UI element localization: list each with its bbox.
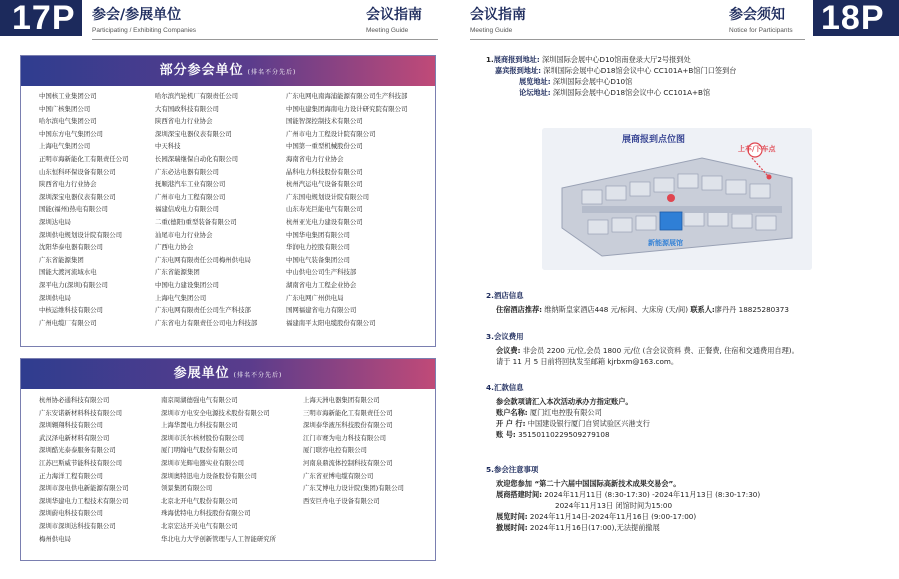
company-name: 深圳市深圳达科技有限公司 <box>39 521 116 530</box>
company-name: 哈尔滨汽轮机厂有限责任公司 <box>155 92 239 100</box>
company-name: 国能智深控制技术有限公司 <box>286 117 363 126</box>
page-number-right: 18P <box>813 0 899 36</box>
left-guide-subtitle: Meeting Guide <box>366 27 409 34</box>
company-name: 西安巨舟电子设备有限公司 <box>303 496 380 505</box>
exhibitors-header <box>21 359 435 389</box>
company-name: 深圳达电局 <box>39 217 71 226</box>
company-name: 深圳蔚电科技有限公司 <box>39 509 103 518</box>
hotel-title: 2.酒店信息 <box>486 291 524 300</box>
company-name: 福建信成电力有限公司 <box>155 205 219 214</box>
company-name: 广东电网电南海浦能源有限公司生产科技部 <box>286 92 408 100</box>
notes-title: 5.参会注意事项 <box>486 465 539 474</box>
company-name: 杭州汽运电气设备有限公司 <box>286 180 363 189</box>
exhibitors-note: (排名不分先后) <box>233 372 283 379</box>
company-name: 中国东方电气集团公司 <box>39 129 103 138</box>
company-name: 深圳奥特迅电力设备股份有限公司 <box>161 471 257 480</box>
venue-map <box>542 128 812 270</box>
company-name: 广东必达电器有限公司 <box>155 167 219 176</box>
map-label-hall: 新能源展馆 <box>648 239 683 247</box>
exhibitors-box <box>20 358 436 561</box>
company-name: 华润电力控股有限公司 <box>286 243 350 252</box>
exhibitors-col-3 <box>303 394 404 507</box>
section-payment <box>486 382 650 440</box>
company-name: 广州市电力工程有限公司 <box>155 192 226 201</box>
right-guide-title: 会议指南 <box>470 7 526 23</box>
company-name: 深圳市光辉电器实业有限公司 <box>161 458 245 467</box>
payment-title: 4.汇款信息 <box>486 383 524 392</box>
left-header-subtitle: Participating / Exhibiting Companies <box>92 27 197 34</box>
left-guide-title: 会议指南 <box>366 7 422 23</box>
company-name: 厦门联容电控有限公司 <box>303 446 367 455</box>
company-name: 深圳市方电安全电源技术股份有限公司 <box>161 408 270 417</box>
company-name: 江苏巴斯威节能科技有限公司 <box>39 458 123 467</box>
map-label-bus: 上车/下车点 <box>738 145 776 153</box>
company-name: 上海电气集团公司 <box>39 142 91 151</box>
participants-col-2 <box>155 90 257 329</box>
fees-deadline: 请于 11 月 5 日前将回执发至邮箱 kjrbxm@163.com。 <box>496 357 679 366</box>
company-name: 厦门明翰电气股份有限公司 <box>161 446 238 455</box>
company-name: 山东恒科环保设备有限公司 <box>39 167 116 176</box>
company-name: 深圳深宝电器仪表有限公司 <box>155 129 232 138</box>
company-name: 广东电网有限责任公司梅州供电局 <box>155 255 251 264</box>
company-name: 中国华电集团有限公司 <box>286 230 350 239</box>
company-name: 山东寿光巨能电气有限公司 <box>286 205 363 214</box>
company-name: 正力海洋工程有限公司 <box>39 471 103 480</box>
company-name: 南京周湖德强电气有限公司 <box>161 396 238 404</box>
fees-row: 会议费: 非会员 2200 元/位,会员 1800 元/位 (含会议资料 费、正餐费, 住宿和交通费用自理)。 <box>496 346 799 355</box>
left-header-title: 参会/参展单位 <box>92 7 182 23</box>
company-name: 梅州供电局 <box>39 534 71 543</box>
exhibitors-col-1 <box>39 394 128 545</box>
company-name: 中国核工业集团公司 <box>39 92 97 100</box>
company-name: 中国电力建设集团公司 <box>155 280 219 289</box>
right-header-subtitle: Notice for Participants <box>729 27 793 34</box>
company-name: 深圳市深电供电新能源有限公司 <box>39 484 129 493</box>
company-name: 哈尔滨电气集团公司 <box>39 117 97 126</box>
company-name: 深平电力(深圳)有限公司 <box>39 280 108 289</box>
notes-row: 展览时间: 2024年11月14日-2024年11月16日 (9:00-17:00) <box>496 512 697 521</box>
company-name: 华北电力大学创新管理与人工智能研究所 <box>161 534 277 543</box>
exhibitors-list <box>21 394 435 559</box>
company-name: 江门市赛为电力科技有限公司 <box>303 433 387 442</box>
fees-title: 3.会议费用 <box>486 332 524 341</box>
company-name: 国能大渡河流域水电 <box>39 268 97 277</box>
company-name: 广东省亚博电缆有限公司 <box>303 471 374 480</box>
hotel-row: 住宿酒店推荐: 维纳斯皇家酒店448 元/标间、大床房 (天/间) 联系人:廖丹丹 18825280373 <box>496 305 789 314</box>
company-name: 福建南平太阳电缆股份有限公司 <box>286 318 376 327</box>
participants-title: 部分参会单位 <box>159 63 244 78</box>
address-row: 论坛地址: 深圳国际会展中心D18馆会议中心 CC101A+B馆 <box>519 88 711 97</box>
company-name: 广东省能源集团 <box>39 255 84 264</box>
company-name: 广州电缆厂有限公司 <box>39 318 97 327</box>
payment-row: 开 户 行: 中国建设银行厦门自贸试验区兴港支行 <box>496 419 650 428</box>
notes-row: 撤展时间: 2024年11月16日(17:00),无法提前撤展 <box>496 523 660 532</box>
exhibitors-title: 参展单位 <box>173 366 230 381</box>
company-name: 正明市海新能化工有限责任公司 <box>39 154 129 163</box>
exhibitors-col-2 <box>161 394 276 545</box>
company-name: 三明市海新能化工有限责任公司 <box>303 408 393 417</box>
company-name: 国能(福州)热电有限公司 <box>39 205 108 214</box>
company-name: 广东国电规划设计院有限公司 <box>286 192 370 201</box>
map-title: 展商报到点位图 <box>622 135 686 145</box>
section-addresses <box>486 54 736 98</box>
right-header-divider <box>470 39 805 40</box>
company-name: 深圳华建电力工程技术有限公司 <box>39 496 129 505</box>
company-name: 陕西省电力行业协会 <box>155 117 213 126</box>
company-name: 广东艾博电力设计院(集团)有限公司 <box>303 484 404 493</box>
participants-col-3 <box>286 90 407 329</box>
company-name: 深圳供电规划设计院有限公司 <box>39 230 123 239</box>
company-name: 中天科技 <box>155 142 181 151</box>
participants-col-1 <box>39 90 128 329</box>
section-notes <box>486 464 760 533</box>
page-number-left: 17P <box>0 0 82 36</box>
notes-row: 2024年11月13日 闭馆时间为15:00 <box>555 501 673 510</box>
company-name: 中国电建集团海南电力设计研究院有限公司 <box>286 104 408 113</box>
company-name: 中国广核集团公司 <box>39 104 91 113</box>
section-fees <box>486 331 799 367</box>
address-row: 1.展商报到地址: 深圳国际会展中心D10馆南登录大厅2号报到处 <box>486 55 691 64</box>
participants-box <box>20 55 436 347</box>
address-row: 嘉宾报到地址: 深圳国际会展中心D18馆会议中心 CC101A+B馆门口签到台 <box>495 66 737 75</box>
notes-welcome: 欢迎您参加 “第二十六届中国国际高新技术成果交易会”。 <box>496 479 681 488</box>
participants-list <box>21 90 435 345</box>
company-name: 广东电网有限责任公司生产科技部 <box>155 306 251 315</box>
company-name: 广东省能源集团 <box>155 268 200 277</box>
right-header-title: 参会须知 <box>729 7 785 23</box>
company-name: 深圳翱翔科技有限公司 <box>39 421 103 430</box>
company-name: 长园深瑞继保自动化有限公司 <box>155 154 239 163</box>
section-hotel <box>486 290 789 315</box>
company-name: 深圳供电局 <box>39 293 71 302</box>
company-name: 河南泉鼎流体控制科技有限公司 <box>303 458 393 467</box>
company-name: 上海华置电力科技有限公司 <box>161 421 238 430</box>
company-name: 广东电网广州供电局 <box>286 293 344 302</box>
company-name: 上海天洲电器集团有限公司 <box>303 396 380 404</box>
company-name: 深圳酷光泰泰服务有限公司 <box>39 446 116 455</box>
company-name: 中山供电公司生产科技部 <box>286 268 357 277</box>
company-name: 国网福建省电力有限公司 <box>286 306 357 315</box>
company-name: 大有国政科技有限公司 <box>155 104 219 113</box>
company-name: 晶科电力科技股份有限公司 <box>286 167 363 176</box>
company-name: 珠海优特电力科技股份有限公司 <box>161 509 251 518</box>
company-name: 广东省电力有限责任公司电力科技部 <box>155 318 258 327</box>
participants-header <box>21 56 435 86</box>
company-name: 沈阳华泰电器有限公司 <box>39 243 103 252</box>
company-name: 上海电气集团公司 <box>155 293 207 302</box>
company-name: 广州市电力工程设计院有限公司 <box>286 129 376 138</box>
right-guide-subtitle: Meeting Guide <box>470 27 513 34</box>
company-name: 海南省电力行业协会 <box>286 154 344 163</box>
company-name: 北京宏达开关电气有限公司 <box>161 521 238 530</box>
company-name: 深圳泰华液压科技股份有限公司 <box>303 421 393 430</box>
notes-row: 展商搭建时间: 2024年11月11日 (8:30-17:30) -2024年11月13日 (8:30-17:30) <box>496 490 761 499</box>
company-name: 深圳市沃尔核材股份有限公司 <box>161 433 245 442</box>
company-name: 杭州协必通科技有限公司 <box>39 396 110 404</box>
company-name: 武汉泽电新材料有限公司 <box>39 433 110 442</box>
company-name: 深圳深宝电器仪表有限公司 <box>39 192 116 201</box>
left-header-divider <box>92 39 438 40</box>
company-name: 二重(德阳)重型装备有限公司 <box>155 217 237 226</box>
company-name: 抚顺港汽车工业有限公司 <box>155 180 226 189</box>
company-name: 汕尾市电力行业协会 <box>155 230 213 239</box>
payment-intro: 参会款项请汇入本次活动承办方指定账户。 <box>496 397 633 406</box>
company-name: 广西电力协会 <box>155 243 194 252</box>
company-name: 领景集团有限公司 <box>161 484 213 493</box>
payment-row: 账 号: 35150110229509279108 <box>496 430 610 439</box>
company-name: 广东安诺新材料科技有限公司 <box>39 408 123 417</box>
company-name: 中国第一重型机械股份公司 <box>286 142 363 151</box>
payment-row: 账户名称: 厦门红电控股有限公司 <box>496 408 602 417</box>
company-name: 北京北开电气股份有限公司 <box>161 496 238 505</box>
company-name: 陕西省电力行业协会 <box>39 180 97 189</box>
company-name: 中核运维科技有限公司 <box>39 306 103 315</box>
company-name: 杭州亚光电力建设有限公司 <box>286 217 363 226</box>
company-name: 湖南省电力工程企业协会 <box>286 280 357 289</box>
address-row: 展览地址: 深圳国际会展中心D10馆 <box>519 77 633 86</box>
company-name: 中国电气装备集团公司 <box>286 255 350 264</box>
participants-note: (排名不分先后) <box>247 69 297 76</box>
